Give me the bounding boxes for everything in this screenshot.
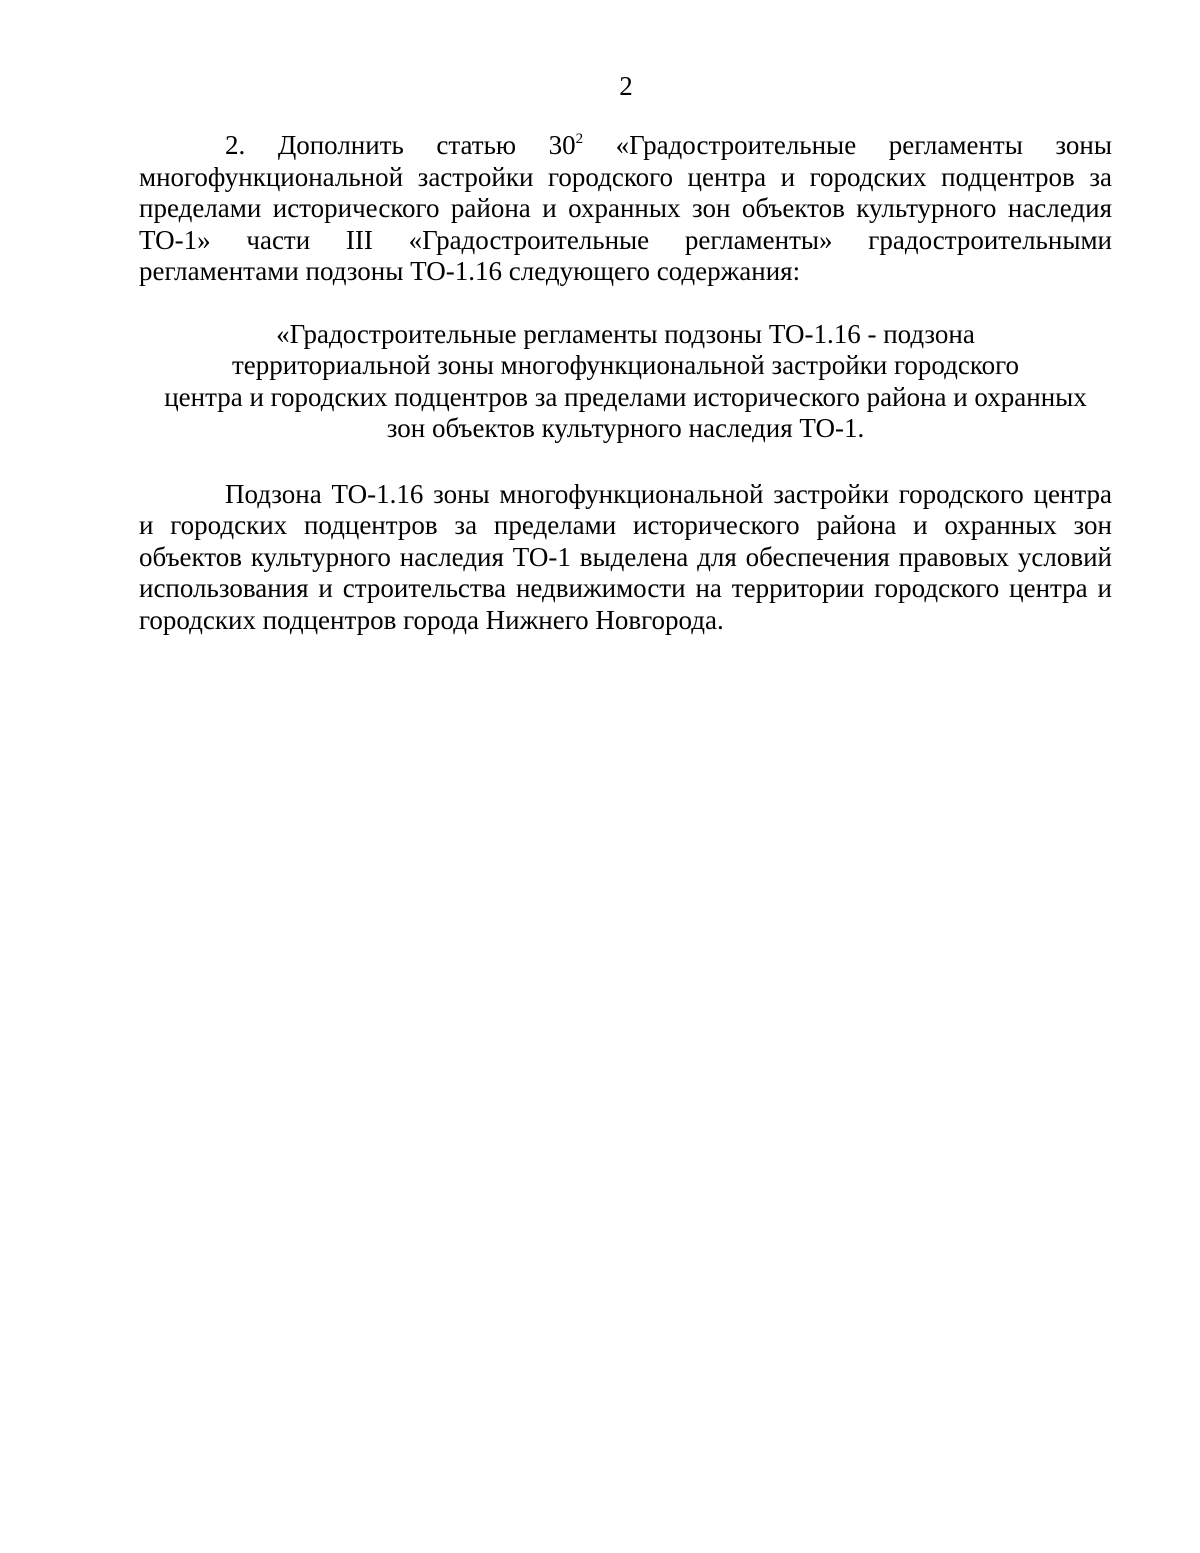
amendment-item-2 bbox=[139, 130, 1112, 288]
heading-line: зон объектов культурного наследия ТО-1. bbox=[386, 413, 865, 443]
heading-line: «Градостроительные регламенты подзоны ТО-1.16 - подзона bbox=[276, 318, 975, 349]
document-body bbox=[139, 130, 1112, 636]
article-superscript: 2 bbox=[575, 131, 584, 147]
item-text-after-superscript: «Градостроительные регламенты зоны многофункциональной застройки городского центра и городских подцентров за пределами исторического района и охранных зон объектов культурного наследия ТО-1» части III «Градостроительные регламенты» градостроительными регламентами подзоны ТО-1.16 следующего содержания: bbox=[139, 130, 1112, 286]
heading-line: территориальной зоны многофункциональной застройки городского bbox=[232, 350, 1019, 380]
subzone-description: Подзона ТО-1.16 зоны многофункциональной застройки городского центра и городских подцентров за пределами исторического района и охранных зон объектов культурного наследия ТО-1 выделена для обеспечения правовых условий использования и строительства недвижимости на территории городского центра и городских подцентров города Нижнего Новгорода. bbox=[139, 478, 1112, 635]
item-text-before-superscript: Дополнить статью 30 bbox=[277, 130, 576, 160]
heading-line: центра и городских подцентров за пределами исторического района и охранных bbox=[164, 381, 1087, 412]
subzone-heading bbox=[139, 319, 1112, 445]
item-number: 2. bbox=[225, 130, 246, 160]
page-number: 2 bbox=[619, 71, 633, 101]
